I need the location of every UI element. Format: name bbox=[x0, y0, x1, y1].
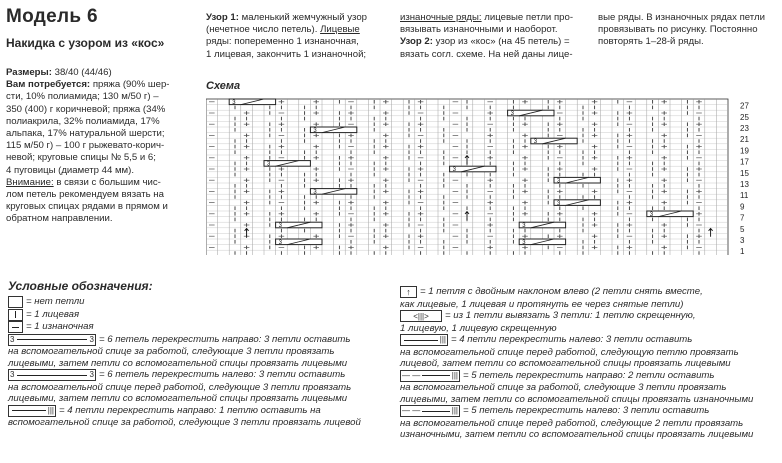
materials-line-5: 115 м/50 г) – 100 г рыжевато-корич- bbox=[6, 140, 165, 152]
cable-cross-label: 3 bbox=[313, 189, 317, 196]
row-number: 27 bbox=[740, 101, 749, 111]
bar-symbol-icon bbox=[8, 309, 23, 321]
cable-cross-label: 3 bbox=[278, 223, 282, 230]
dash-symbol-icon bbox=[8, 321, 23, 333]
legend-text: = 4 петли перекрестить направо: 1 петлю оставить на bbox=[59, 404, 321, 416]
c6l-symbol-icon: 3 3 bbox=[10, 370, 94, 380]
cable-cross-label: 3 bbox=[232, 100, 236, 106]
c5r-symbol-icon: — — ||| bbox=[402, 370, 458, 380]
pattern1-cont-line-1: вязывать изнаночными и наоборот. bbox=[400, 24, 558, 36]
pattern2-cont-line-0: вые ряды. В изнаночных рядах петли bbox=[598, 12, 765, 23]
materials-line-4: альпака, 17% натуральной шерсти; bbox=[6, 128, 165, 140]
legend-text: = 6 петель перекрестить направо: 3 петли оставить bbox=[99, 333, 351, 345]
cable-cross-label: 3 bbox=[278, 240, 282, 246]
legend-text-continued: на вспомогательной спице перед работой, следующие 2 петли провязать bbox=[400, 417, 744, 429]
materials-line-0: пряжа (90% шер- bbox=[92, 79, 170, 91]
cable-cross-label: 3 bbox=[522, 223, 526, 230]
materials-line-1: сти, 10% полиамида; 130 м/50 г) – bbox=[6, 91, 159, 103]
note-line-2: круговых спицах рядами в прямом и bbox=[6, 201, 168, 213]
row-number: 19 bbox=[740, 146, 749, 156]
legend-text: = 1 изнаночная bbox=[26, 321, 94, 333]
legend-item bbox=[8, 296, 84, 308]
legend-item bbox=[8, 334, 350, 346]
legend-text: = 6 петель перекрестить налево: 3 петли оставить bbox=[99, 369, 346, 381]
legend-text: = 4 петли перекрестить налево: 3 петли оставить bbox=[451, 334, 693, 346]
dec-symbol-icon: ↑ bbox=[400, 286, 417, 298]
empty-symbol-icon bbox=[8, 296, 23, 308]
c6r-symbol-icon: 3 3 bbox=[10, 334, 94, 344]
row-number: 15 bbox=[740, 168, 749, 178]
purl-rows-label: изнаночные ряды: bbox=[400, 12, 482, 23]
row-number: 1 bbox=[740, 247, 745, 255]
legend-text-continued: на вспомогательной спице перед работой, следующие 3 петли провязать bbox=[8, 381, 352, 393]
row-number: 21 bbox=[740, 135, 749, 145]
materials-line-2: 350 (400) г коричневой; пряжа (34% bbox=[6, 103, 166, 115]
pattern2-cont-block bbox=[598, 12, 776, 49]
pattern1-block bbox=[206, 12, 390, 61]
cable-cross-label: 3 bbox=[649, 212, 654, 218]
legend-item bbox=[400, 370, 714, 382]
legend-item bbox=[8, 321, 94, 333]
materials-line-7: 4 пуговицы (диаметр 44 мм). bbox=[6, 164, 135, 176]
legend-text: = из 1 петли вывязать 3 петли: 1 петлю скрещенную, bbox=[445, 310, 696, 322]
legend-text: = 1 петля с двойным наклоном влево (2 петли снять вместе, bbox=[420, 286, 703, 298]
row-number: 7 bbox=[740, 213, 745, 223]
pattern1-cont-block bbox=[400, 12, 584, 61]
c5l-symbol-icon: — — ||| bbox=[402, 406, 458, 416]
pattern2-line-0: узор из «кос» (на 45 петель) = bbox=[432, 36, 570, 48]
legend-item bbox=[8, 369, 345, 381]
c4r-symbol-icon: ||| bbox=[8, 405, 56, 417]
legend-item bbox=[400, 334, 692, 346]
cable-cross-label: 3 bbox=[267, 161, 271, 168]
legend-text: = 1 лицевая bbox=[26, 308, 80, 320]
legend-text: = нет петли bbox=[26, 296, 85, 308]
cable-cross-label: 3 bbox=[313, 128, 317, 134]
pattern2-line-1: вязать согл. схеме. На ней даны лице- bbox=[400, 48, 573, 60]
legend-text-continued: 1 лицевую, 1 лицевую скрещенную bbox=[400, 322, 557, 334]
legend-item bbox=[8, 309, 79, 321]
note-line bbox=[6, 177, 194, 189]
row-number: 11 bbox=[740, 191, 749, 201]
materials-line bbox=[6, 79, 194, 91]
legend-item bbox=[400, 286, 703, 298]
row-number: 9 bbox=[740, 202, 745, 212]
pattern1-cont-line-0: лицевые петли про- bbox=[481, 12, 574, 23]
page-title: Модель 6 bbox=[6, 6, 98, 27]
legend-text-continued: изнаночными, затем петли со вспомогательной спицы провязать лицевыми bbox=[400, 429, 754, 440]
materials-label: Вам потребуется: bbox=[6, 79, 91, 91]
legend-text-continued: лицевой, затем петли со вспомогательной спицы провязать лицевыми bbox=[400, 358, 731, 369]
cable-cross-label: 3 bbox=[557, 178, 561, 185]
pattern1-underlined: Лицевые bbox=[320, 24, 360, 36]
note-line-0: в связи с большим чис- bbox=[53, 176, 161, 188]
note-label: Внимание: bbox=[6, 176, 54, 188]
pattern2-cont-line-2: повторять 1–28-й ряды. bbox=[598, 36, 704, 48]
legend-text-continued: лицевыми, затем петли со вспомогательной спицы провязать лицевыми bbox=[8, 357, 348, 369]
row-number: 5 bbox=[740, 224, 745, 234]
row-number: 25 bbox=[740, 112, 749, 122]
note-line-1: лом петель рекомендуем вязать на bbox=[6, 189, 164, 201]
inc-symbol-icon: <|||> bbox=[400, 310, 442, 322]
page-subtitle: Накидка с узором из «кос» bbox=[6, 36, 165, 50]
legend-text: = 5 петель перекрестить налево: 3 петли оставить bbox=[463, 405, 710, 417]
cable-cross-label: 3 bbox=[452, 167, 456, 174]
note-line-3: обратном направлении. bbox=[6, 213, 113, 225]
sizes-value: 38/40 (44/46) bbox=[51, 67, 112, 78]
pattern1-label: Узор 1: bbox=[206, 12, 239, 23]
row-number: 3 bbox=[740, 236, 745, 245]
sizes-label: Размеры: bbox=[6, 67, 52, 78]
cable-cross-label: 3 bbox=[522, 240, 526, 246]
legend-text-continued: лицевыми, затем петли со вспомогательной спицы провязать лицевыми bbox=[8, 393, 348, 404]
legend-text-continued: лицевыми, затем петли со вспомогательной спицы провязать изнаночными bbox=[400, 393, 754, 405]
legend-text-continued: на вспомогательной спице за работой, следующие 3 петли провязать bbox=[400, 382, 727, 393]
specs-block bbox=[6, 67, 194, 226]
row-number: 13 bbox=[740, 180, 749, 189]
legend-item bbox=[400, 310, 696, 322]
c4l-symbol-icon: ||| bbox=[400, 334, 448, 346]
pattern1-line-2: ряды: попеременно 1 изнаночная, bbox=[206, 36, 359, 48]
materials-line-3: полиакрила, 32% полиамида, 17% bbox=[6, 115, 160, 127]
legend-title: Условные обозначения: bbox=[8, 279, 153, 293]
pattern1-line-1: (нечетное число петель). bbox=[206, 24, 321, 36]
legend-text: = 5 петель перекрестить направо: 2 петли оставить bbox=[463, 369, 715, 381]
materials-line-6: невой; круговые спицы № 5,5 и 6; bbox=[6, 152, 156, 164]
pattern1-line-3: 1 лицевая, закончить 1 изнаночной; bbox=[206, 48, 367, 60]
row-number: 17 bbox=[740, 157, 749, 167]
schema-chart bbox=[206, 95, 778, 255]
cable-cross-label: 3 bbox=[557, 200, 561, 207]
legend-item bbox=[400, 405, 709, 417]
legend-text-continued: на вспомогательной спице за работой, следующие 3 петли провязать bbox=[8, 346, 335, 357]
row-number: 23 bbox=[740, 124, 749, 133]
schema-label: Схема bbox=[206, 80, 241, 92]
legend-text-continued: вспомогательной спице за работой, следующие 3 петли провязать лицевой bbox=[8, 417, 361, 428]
cable-cross-label: 3 bbox=[533, 139, 538, 146]
pattern1-line-0: маленький жемчужный узор bbox=[238, 12, 367, 23]
legend-text-continued: на вспомогательной спице перед работой, следующую петлю провязать bbox=[400, 346, 739, 358]
legend-text-continued: как лицевые, 1 лицевая и протянуть ее через снятые петли) bbox=[400, 298, 684, 310]
pattern2-cont-line-1: провязывать по рисунку. Постоянно bbox=[598, 24, 758, 36]
sizes-line bbox=[6, 67, 194, 79]
cable-cross-label: 3 bbox=[510, 111, 514, 118]
pattern2-label: Узор 2: bbox=[400, 36, 433, 48]
legend-item bbox=[8, 405, 321, 417]
